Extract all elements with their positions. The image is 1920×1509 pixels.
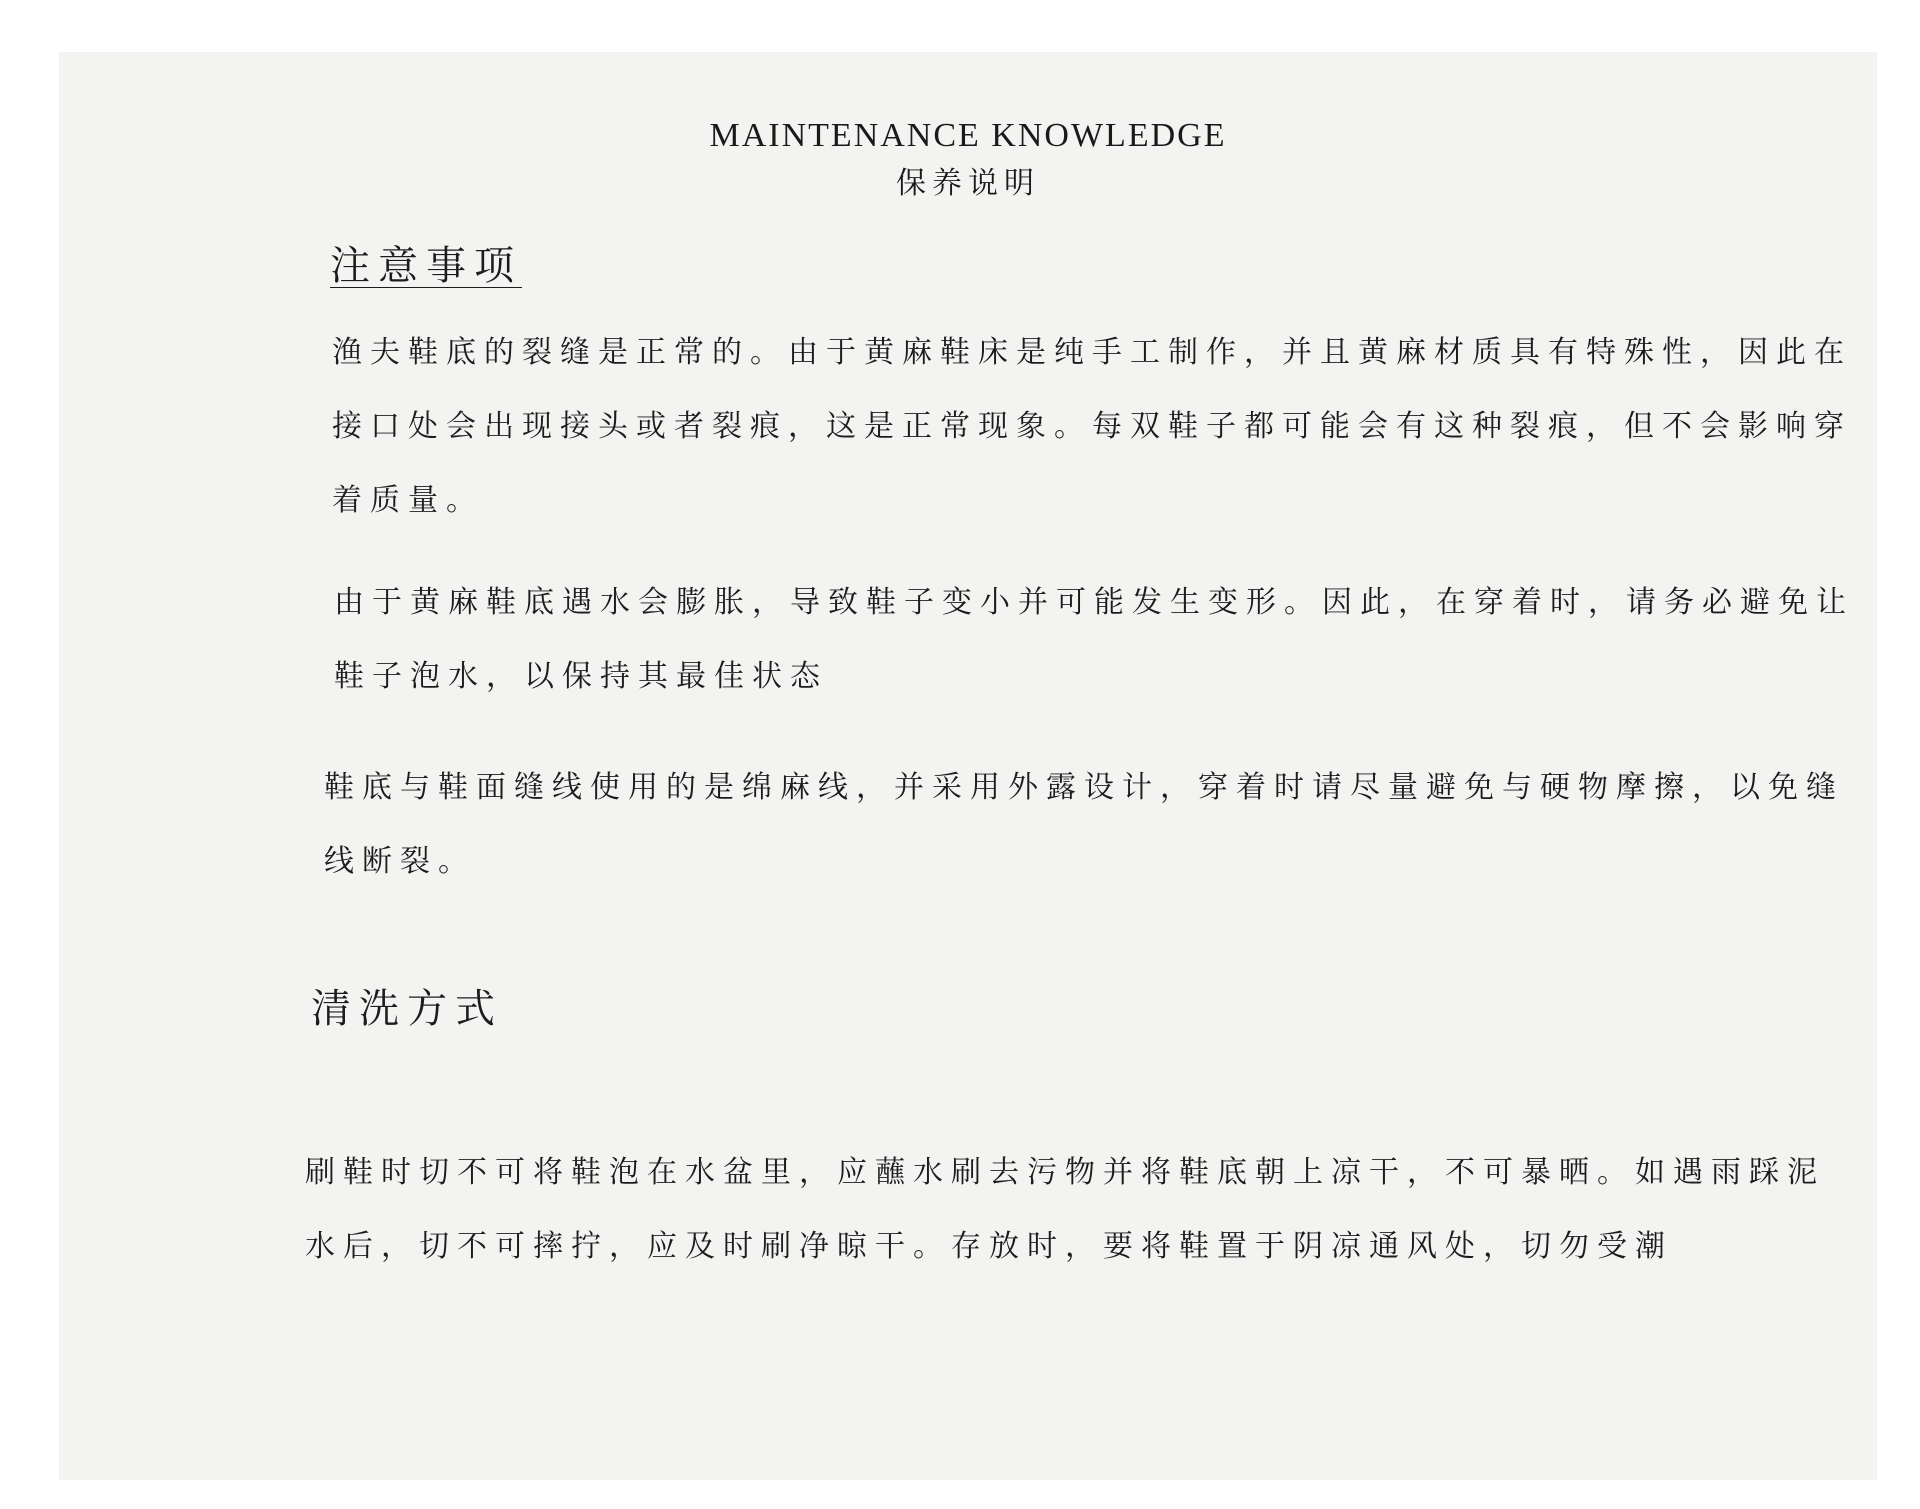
- page-header: [59, 116, 1877, 202]
- maintenance-panel: [59, 52, 1877, 1480]
- cleaning-paragraph: 刷鞋时切不可将鞋泡在水盆里，应蘸水刷去污物并将鞋底朝上凉干，不可暴晒。如遇雨踩泥水后，切不可摔拧，应及时刷净晾干。存放时，要将鞋置于阴凉通风处，切勿受潮: [305, 1155, 1825, 1264]
- cleaning-heading: 清洗方式: [311, 986, 503, 1032]
- notice-paragraph-2: 由于黄麻鞋底遇水会膨胀，导致鞋子变小并可能发生变形。因此，在穿着时，请务必避免让鞋子泡水，以保持其最佳状态: [334, 585, 1854, 694]
- notice-paragraph-3: 鞋底与鞋面缝线使用的是绵麻线，并采用外露设计，穿着时请尽量避免与硬物摩擦，以免缝线断裂。: [324, 770, 1844, 879]
- page-title-cn: 保养说明: [896, 166, 1040, 201]
- notice-paragraph-1: 渔夫鞋底的裂缝是正常的。由于黄麻鞋床是纯手工制作，并且黄麻材质具有特殊性，因此在接口处会出现接头或者裂痕，这是正常现象。每双鞋子都可能会有这种裂痕，但不会影响穿着质量。: [332, 335, 1852, 518]
- page-title-en: MAINTENANCE KNOWLEDGE: [709, 117, 1227, 154]
- notice-heading: 注意事项: [330, 243, 522, 289]
